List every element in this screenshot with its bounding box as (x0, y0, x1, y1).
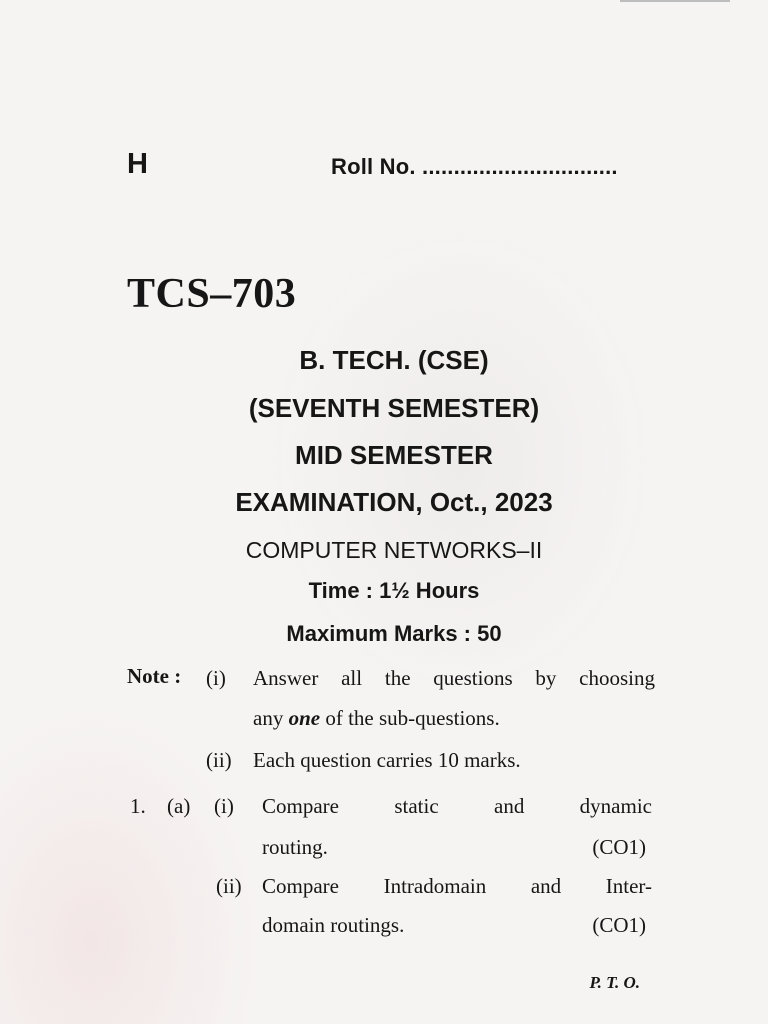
roll-no-label: Roll No. ............................... (331, 154, 618, 179)
note-item-text-continued (253, 708, 500, 729)
note-label: Note : (127, 664, 182, 688)
word: and (530, 874, 562, 898)
subquestion-text (262, 796, 652, 817)
course-code: TCS–703 (127, 271, 297, 317)
word: Intradomain (383, 874, 487, 898)
note-text-fragment: any (253, 706, 289, 730)
exam-date-title: EXAMINATION, Oct., 2023 (235, 487, 553, 517)
subquestion-text-continued: domain routings. (262, 913, 405, 937)
question-number: 1. (130, 794, 146, 818)
word: Compare (262, 794, 339, 818)
please-turn-over: P. T. O. (589, 973, 640, 992)
word: dynamic (579, 794, 652, 818)
exam-type-title: MID SEMESTER (295, 440, 493, 470)
course-outcome-tag: (CO1) (592, 835, 646, 859)
semester-title: (SEVENTH SEMESTER) (248, 393, 540, 423)
note-item-number: (ii) (206, 748, 232, 772)
page-edge-line (620, 0, 730, 2)
course-outcome-tag: (CO1) (592, 913, 646, 937)
subquestion-text-continued: routing. (262, 835, 328, 859)
subject-title: COMPUTER NETWORKS–II (245, 537, 543, 563)
subquestion-number: (i) (214, 794, 234, 818)
subquestion-text (262, 876, 652, 897)
word: Inter- (605, 874, 652, 898)
note-item-number: (i) (206, 666, 226, 690)
time-info: Time : 1½ Hours (308, 578, 480, 603)
word: and (494, 794, 525, 818)
subquestion-number: (ii) (216, 874, 242, 898)
word: Compare (262, 874, 339, 898)
note-text-fragment: of the sub-questions. (320, 706, 500, 730)
note-item-text: Answer all the questions by choosing (253, 666, 655, 690)
max-marks-info: Maximum Marks : 50 (286, 621, 502, 646)
word: static (394, 794, 439, 818)
degree-title: B. TECH. (CSE) (299, 345, 489, 375)
note-item-text: Each question carries 10 marks. (253, 748, 521, 772)
note-emphasis: one (288, 706, 321, 730)
question-part: (a) (167, 794, 191, 818)
set-letter: H (127, 148, 148, 180)
